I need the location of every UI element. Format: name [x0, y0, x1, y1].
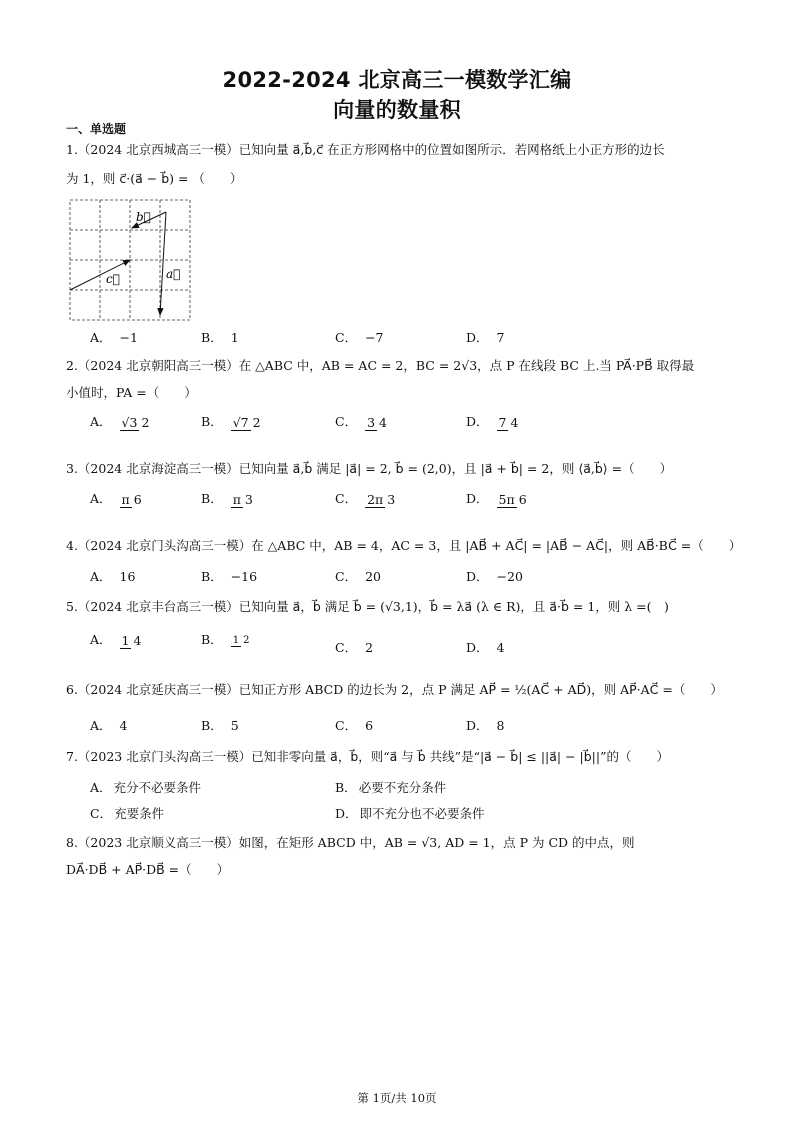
- fraction-numerator: √7: [232, 414, 249, 430]
- q6-option-a[interactable]: [90, 718, 127, 734]
- option-label: C．: [90, 806, 113, 821]
- option-value: 20: [365, 569, 381, 584]
- option-label: B．: [201, 491, 223, 506]
- option-value: 2: [365, 640, 374, 655]
- option-value: 1: [230, 330, 239, 345]
- option-label: B．: [201, 632, 223, 647]
- fraction-denominator: 4: [379, 414, 387, 430]
- q6-option-c[interactable]: [335, 718, 373, 734]
- q3-option-c[interactable]: [335, 491, 397, 507]
- option-value: 即不充分也不必要条件: [359, 806, 485, 821]
- question-8-line-1: 8.（2023 北京顺义高三一模）如图，在矩形 ABCD 中，AB = √3, AD = 1，点 P 为 CD 的中点，则: [66, 835, 635, 850]
- vector-a-arrow: [160, 212, 166, 315]
- q2-option-d[interactable]: [466, 414, 520, 430]
- fraction-denominator: 2: [252, 414, 261, 430]
- q5-option-b[interactable]: [201, 632, 251, 648]
- question-2-line-2: 小值时，PA =（ ）: [66, 385, 197, 400]
- vector-c-label: c⃗: [106, 272, 120, 286]
- q7-option-a[interactable]: [90, 780, 201, 796]
- fraction-numerator: 1: [232, 634, 240, 646]
- vector-b-label: b⃗: [136, 210, 151, 224]
- option-label: B．: [201, 718, 223, 733]
- q4-option-d[interactable]: [466, 569, 523, 585]
- document-title: 2022-2024 北京高三一模数学汇编: [222, 68, 572, 92]
- question-1-line-1: 1.（2024 北京西城高三一模）已知向量 a⃗,b⃗,c⃗ 在正方形网格中的位置如图所示．若网格纸上小正方形的边长: [66, 142, 665, 157]
- option-value: 6: [365, 718, 374, 733]
- option-label: C．: [335, 640, 358, 655]
- option-value: 充分不必要条件: [113, 780, 202, 795]
- question-6-line-1: 6.（2024 北京延庆高三一模）已知正方形 ABCD 的边长为 2，点 P 满足 AP⃗ = ½(AC⃗ + AD⃗)，则 AP⃗·AC⃗ =（ ）: [66, 682, 723, 697]
- fraction-denominator: 2: [141, 414, 150, 430]
- option-value: −7: [365, 330, 384, 345]
- q5-option-d[interactable]: [466, 640, 504, 656]
- option-label: B．: [335, 780, 357, 795]
- question-8-line-2: DA⃗·DB⃗ + AP⃗·DB⃗ =（ ）: [66, 862, 230, 877]
- fraction-denominator: 6: [518, 491, 527, 507]
- option-label: D．: [466, 640, 489, 655]
- fraction-numerator: π: [232, 491, 241, 507]
- question-2-line-1: 2.（2024 北京朝阳高三一模）在 △ABC 中，AB = AC = 2，BC = 2√3，点 P 在线段 BC 上.当 PA⃗·PB⃗ 取得最: [66, 358, 695, 373]
- option-label: D．: [466, 330, 489, 345]
- option-label: A．: [90, 414, 112, 429]
- option-label: A．: [90, 718, 112, 733]
- option-value: −16: [230, 569, 258, 584]
- option-label: B．: [201, 414, 223, 429]
- q4-option-c[interactable]: [335, 569, 381, 585]
- q5-option-a[interactable]: [90, 632, 143, 648]
- question-7-line-1: 7.（2023 北京门头沟高三一模）已知非零向量 a⃗，b⃗，则“a⃗ 与 b⃗ 共线”是“|a⃗ − b⃗| ≤ ||a⃗| − |b⃗||”的（ ）: [66, 749, 669, 764]
- option-label: A．: [90, 330, 112, 345]
- option-value: 7: [496, 330, 505, 345]
- q3-option-d[interactable]: [466, 491, 529, 507]
- option-value: 8: [496, 718, 505, 733]
- fraction-numerator: √3: [121, 414, 138, 430]
- q2-option-b[interactable]: [201, 414, 263, 430]
- option-label: B．: [201, 569, 223, 584]
- question-5-line-1: 5.（2024 北京丰台高三一模）已知向量 a⃗，b⃗ 满足 b⃗ = (√3,1)，b⃗ = λa⃗ (λ ∈ R)，且 a⃗·b⃗ = 1，则 λ =( ): [66, 599, 669, 614]
- option-fraction: [365, 493, 397, 507]
- option-value: 4: [119, 718, 128, 733]
- option-fraction: [120, 634, 144, 648]
- option-label: D．: [335, 806, 358, 821]
- q7-option-d[interactable]: [335, 806, 485, 822]
- fraction-numerator: 1: [121, 632, 130, 648]
- option-fraction: [231, 416, 263, 430]
- q6-option-d[interactable]: [466, 718, 504, 734]
- question-1-line-2: 为 1，则 c⃗·(a⃗ − b⃗) = （ ）: [66, 171, 243, 186]
- fraction-numerator: 3: [367, 414, 376, 430]
- fraction-denominator: 6: [133, 491, 142, 507]
- option-label: A．: [90, 491, 112, 506]
- option-label: D．: [466, 491, 489, 506]
- option-label: D．: [466, 569, 489, 584]
- option-label: C．: [335, 491, 358, 506]
- q6-option-b[interactable]: [201, 718, 239, 734]
- option-value: 5: [230, 718, 239, 733]
- fraction-denominator: 4: [510, 414, 519, 430]
- option-fraction: [497, 493, 529, 507]
- question-4-line-1: 4.（2024 北京门头沟高三一模）在 △ABC 中，AB = 4，AC = 3，且 |AB⃗ + AC⃗| = |AB⃗ − AC⃗|，则 AB⃗·BC⃗ =（ ）: [66, 538, 742, 553]
- option-fraction: [365, 416, 389, 430]
- q1-option-c[interactable]: [335, 330, 384, 346]
- q4-option-b[interactable]: [201, 569, 257, 585]
- option-label: D．: [466, 718, 489, 733]
- option-fraction: [120, 493, 144, 507]
- option-value: 必要不充分条件: [358, 780, 447, 795]
- question-3-line-1: 3.（2024 北京海淀高三一模）已知向量 a⃗,b⃗ 满足 |a⃗| = 2, b⃗ = (2,0)，且 |a⃗ + b⃗| = 2，则 ⟨a⃗,b⃗⟩ =（ ）: [66, 461, 673, 476]
- option-value: 充要条件: [114, 806, 165, 821]
- document-subtitle: 向量的数量积: [333, 98, 461, 122]
- q4-option-a[interactable]: [90, 569, 135, 585]
- option-value: 16: [119, 569, 136, 584]
- vector-grid-figure: [66, 195, 196, 323]
- q2-option-c[interactable]: [335, 414, 389, 430]
- option-label: A．: [90, 569, 112, 584]
- option-fraction: [231, 634, 252, 648]
- q1-option-b[interactable]: [201, 330, 239, 346]
- fraction-denominator: 4: [133, 632, 142, 648]
- fraction-numerator: 5π: [498, 491, 515, 507]
- option-label: C．: [335, 718, 358, 733]
- q1-option-d[interactable]: [466, 330, 504, 346]
- q2-option-a[interactable]: [90, 414, 151, 430]
- q1-option-a[interactable]: [90, 330, 138, 346]
- q3-option-b[interactable]: [201, 491, 255, 507]
- q7-option-b[interactable]: [335, 780, 446, 796]
- fraction-numerator: 2π: [367, 491, 384, 507]
- option-fraction: [120, 416, 152, 430]
- option-label: D．: [466, 414, 489, 429]
- fraction-numerator: π: [121, 491, 130, 507]
- option-label: B．: [201, 330, 223, 345]
- section-heading: 一、单选题: [66, 122, 127, 136]
- vector-a-label: a⃗: [166, 267, 181, 281]
- option-label: C．: [335, 569, 358, 584]
- option-label: A．: [90, 632, 112, 647]
- option-fraction: [497, 416, 521, 430]
- option-value: 4: [496, 640, 505, 655]
- option-label: C．: [335, 330, 358, 345]
- fraction-denominator: 2: [243, 634, 250, 646]
- fraction-denominator: 3: [244, 491, 253, 507]
- option-value: −20: [496, 569, 523, 584]
- fraction-denominator: 3: [387, 491, 396, 507]
- q5-option-c[interactable]: [335, 640, 373, 656]
- fraction-numerator: 7: [498, 414, 507, 430]
- page-footer: 第 1页/共 10页: [357, 1091, 437, 1105]
- option-label: A．: [90, 780, 112, 795]
- option-fraction: [231, 493, 255, 507]
- option-value: −1: [119, 330, 138, 345]
- option-label: C．: [335, 414, 358, 429]
- q3-option-a[interactable]: [90, 491, 144, 507]
- q7-option-c[interactable]: [90, 806, 164, 822]
